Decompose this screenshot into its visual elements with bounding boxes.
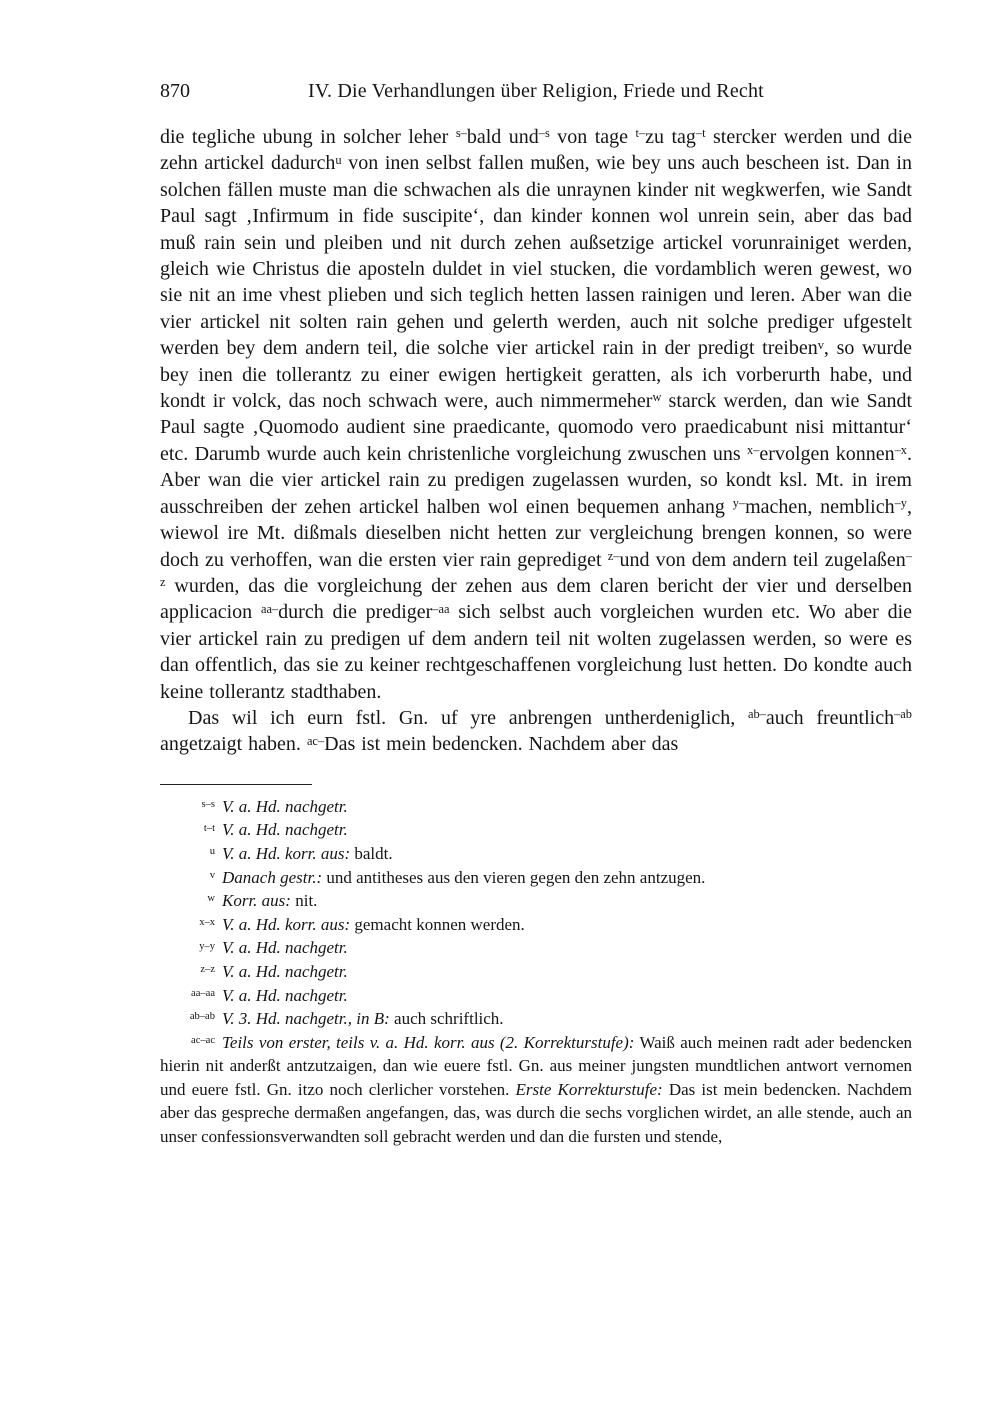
apparatus-sigla: v [817,337,824,352]
footnote-sigla: y–y [199,940,215,952]
text-run: angetzaigt haben. [160,733,307,756]
footnote [160,842,912,866]
editorial-note-text: V. 3. Hd. nachgetr., in B: [222,1009,390,1029]
footnote-sigla: s–s [201,799,215,811]
text-run: durch die prediger [278,601,433,624]
editorial-note-text: V. a. Hd. nachgetr. [222,796,348,816]
text-run: baldt. [350,843,393,863]
text-run: nit. [290,891,318,911]
footnote [160,984,912,1008]
text-run: machen, nemblich [745,495,895,518]
page-header [160,80,912,106]
text-run: auch freuntlich [765,706,895,729]
footnote-rule [160,784,312,785]
running-title: IV. Die Verhandlungen über Religion, Friede und Recht [308,80,764,102]
apparatus-sigla: –x [894,443,907,458]
footnote-sigla: w [207,893,215,905]
editorial-note-text: Erste Korrekturstufe: [515,1079,663,1099]
text-run: , so wurde bey inen die tollerantz zu einer ewigen hertigkeit geratten, als ich vorberurth habe, und kondt ir volck, das noch schwach were, auch nimmermeher [160,337,912,413]
apparatus-sigla: –aa [432,601,450,616]
text-run: wurden, das die vorgleichung der zehen aus dem claren bericht der vier und derselben applicacion [160,574,912,624]
text-run: und antitheses aus den vieren gegen den zehn antzugen. [322,867,706,887]
page-content [160,80,912,1149]
apparatus-sigla: –s [538,126,550,141]
footnote-sigla: v [209,869,215,881]
text-run: sich selbst auch vorgleichen wurden etc. Wo aber die vier artickel rain zu predigen uf dem andern teil nit wolten zugelassen werden, so were es dan offentlich, das sie zu keiner rechtgeschaffenen vorgleichung lust hetten. Do kondte auch keine tollerantz stadthaben. [160,601,913,703]
footnote [160,818,912,842]
apparatus-sigla: –ab [894,707,912,722]
editorial-note-text: Danach gestr.: [222,867,323,887]
paragraph [160,705,912,758]
text-run: Das wil ich eurn fstl. Gn. uf yre anbrengen untherdeniglich, [188,706,748,729]
editorial-note-text: V. a. Hd. korr. aus: [222,843,351,863]
apparatus-sigla: w [652,390,662,405]
footnote [160,960,912,984]
text-run: gemacht konnen werden. [350,914,525,934]
page-number: 870 [160,80,190,102]
text-run: von tage [549,126,636,148]
apparatus-sigla: x– [747,443,760,458]
text-run: Waiß auch meinen radt ader bedencken hierin nit anderßt antzutzaigen, dan wie euere fstl. Gn. aus meiner jungsten mundtlichen antwort vernomen und euere fstl. Gn. itzo noch clerlicher vorstehen. [160,1032,912,1099]
footnote-sigla: aa–aa [191,987,215,999]
apparatus-sigla: aa– [260,601,279,616]
text-run: ervolgen konnen [759,442,895,465]
editorial-note-text: Korr. aus: [222,891,291,911]
editorial-note-text: V. a. Hd. nachgetr. [222,820,348,840]
footnote [160,889,912,913]
footnote-sigla: u [209,846,215,858]
apparatus-sigla: ab– [747,707,766,722]
editorial-note-text: V. a. Hd. korr. aus: [222,914,351,934]
footnote [160,913,912,937]
text-run: stercker werden und die zehn artickel dadurch [160,126,913,175]
editorial-note-text: V. a. Hd. nachgetr. [222,985,348,1005]
footnote-sigla: t–t [203,822,215,834]
text-run: starck werden, dan wie Sandt Paul sagte ‚Quomodo audient sine praedicante, quomodo vero praedicabunt nisi mittantur‘ etc. Darumb wurde auch kein christenliche vorgleichung zwuschen uns [160,390,913,465]
text-run: Das ist mein bedencken. Nachdem aber das [324,733,679,756]
footnote-sigla: z–z [200,964,215,976]
apparatus-sigla: ac– [306,733,325,748]
text-run: , wiewol ire Mt. dißmals dieselben nicht hetten zur vergleichung brengen konnen, so were doch zu verhoffen, wan die ersten vier rain geprediget [160,495,912,571]
editorial-note-text: V. a. Hd. nachgetr. [222,961,348,981]
footnote-sigla: ab–ab [189,1011,215,1023]
footnote-sigla: x–x [199,916,215,928]
footnotes [160,795,912,1149]
text-run: . Aber wan die vier artickel rain zu predigen zugelassen wurden, so kondt ksl. Mt. in irem ausschreiben der zehen artickel halben wol einen bequemen anhang [160,442,912,518]
apparatus-sigla: –y [894,496,907,511]
footnote [160,866,912,890]
apparatus-sigla: –z [160,548,912,590]
apparatus-sigla: y– [732,496,746,511]
text-run: die tegliche ubung in solcher leher [160,126,456,148]
footnote [160,795,912,819]
editorial-note-text: V. a. Hd. nachgetr. [222,938,348,958]
paragraph [160,124,912,705]
footnote [160,1007,912,1031]
editorial-note-text: Teils von erster, teils v. a. Hd. korr. aus (2. Korrekturstufe): [222,1032,635,1052]
footnote [160,1031,912,1149]
body-text [160,124,912,758]
footnote [160,936,912,960]
text-run: auch schriftlich. [389,1009,504,1029]
apparatus-sigla: –t [695,126,706,141]
apparatus-sigla: t– [635,126,646,141]
apparatus-sigla: z– [607,548,620,563]
text-run: und von dem andern teil zugelaßen [619,548,906,571]
text-run: bald und [466,126,539,148]
text-run: zu tag [645,126,696,148]
apparatus-sigla: s– [455,126,467,141]
text-run: Das ist mein bedencken. Nachdem aber das gespreche dermaßen angefangen, das, was durch die sechs vorglichen wirdet, an alle stende, auch an unser confessionsverwandten soll gebracht werden und dan die fursten und stende, [160,1079,912,1147]
text-run: von inen selbst fallen mußen, wie bey uns auch bescheen ist. Dan in solchen fällen muste man die schwachen als die unraynen kinder nit wegkwerfen, wie Sandt Paul sagt ‚Infirmum in fide suscipite‘, dan kinder konnen wol unrein sein, aber das bad muß rain sein und pleiben und nit durch zehen außsetzige artickel vorunrainiget werden, gleich wie Christus die aposteln duldet in viel stucken, die vordamblich weren gewest, wo sie nit an ime vhest plieben und sich teglich hetten lassen rainigen und leren. Aber wan die vier artickel nit solten rain gehen und gelerth werden, auch nit solche prediger ufgestelt werden bey dem andern teil, die solche vier artickel rain in der predigt treiben [160,152,912,360]
apparatus-sigla: u [335,152,342,167]
footnote-sigla: ac–ac [191,1034,215,1046]
